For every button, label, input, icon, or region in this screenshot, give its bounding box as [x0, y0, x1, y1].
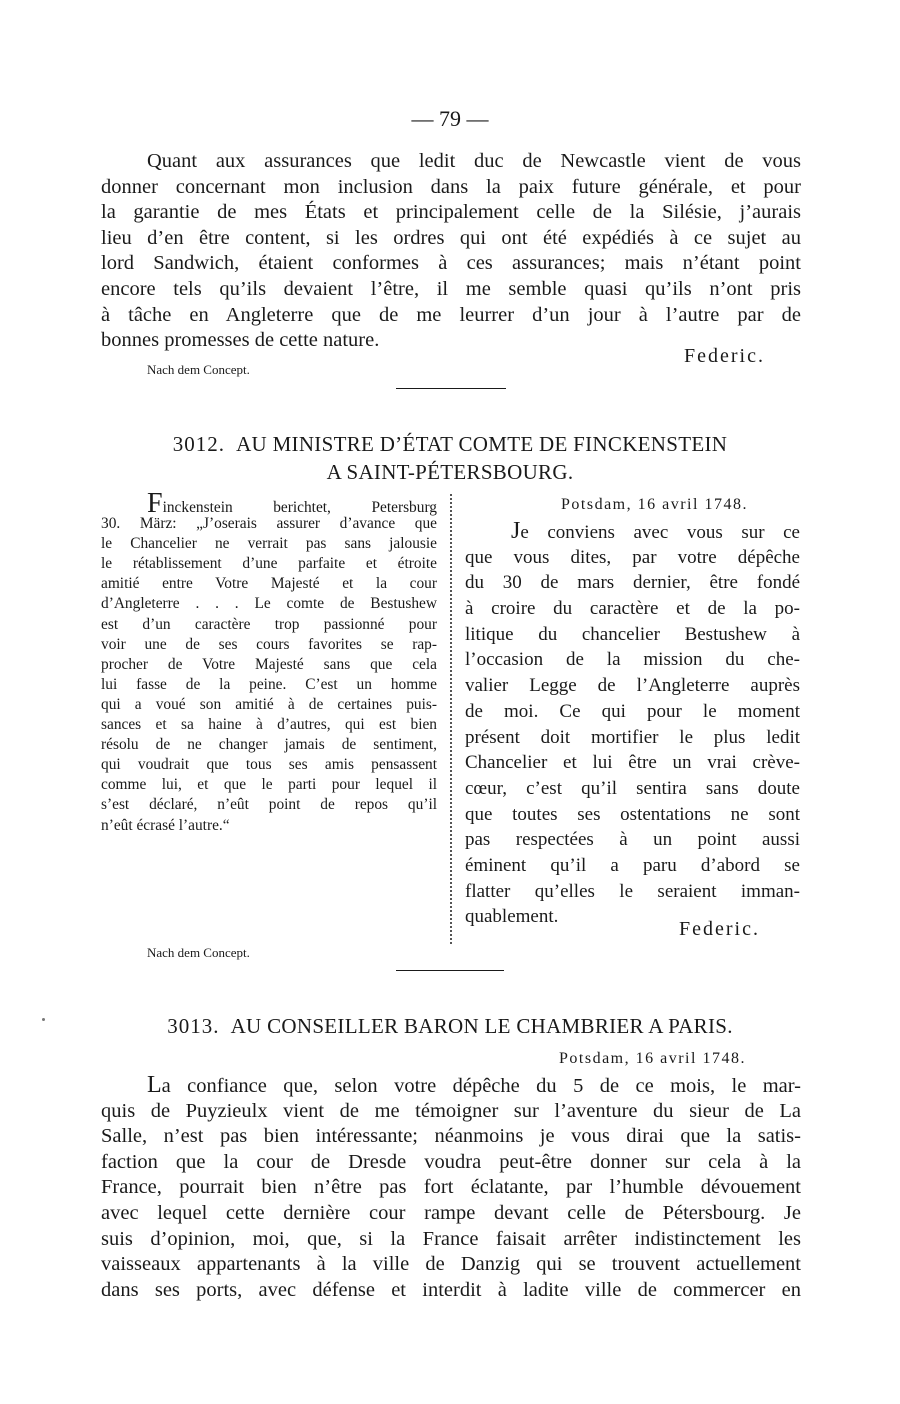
- text-line: lieu d’en être content, si les ordres qui ont été expédiés à ce sujet au: [101, 226, 801, 249]
- text-line-content: faction que la cour de Dresde voudra peut-être donner sur cela à la: [101, 1150, 801, 1173]
- text-line: [101, 1252, 801, 1278]
- summary-line: [101, 795, 437, 815]
- text-line-content: cœur, c’est qu’il sentira sans doute: [465, 777, 800, 799]
- summary-line-text: d’Angleterre . . . Le comte de Bestushew: [101, 595, 437, 613]
- summary-line-text: qui a voué son amitié à de certaines puis-: [101, 695, 437, 713]
- summary-line-text: 30. März: „J’oserais assurer d’avance que: [101, 515, 437, 533]
- text-line-content: suis d’opinion, moi, que, si la France faisait arrêter indistinctement les: [101, 1227, 801, 1250]
- letter-3012-signature: Federic.: [679, 918, 760, 940]
- text-line-content: valier Legge de l’Angleterre auprès: [465, 675, 800, 697]
- letter-3012-dateline: Potsdam, 16 avril 1748.: [561, 496, 748, 513]
- text-line: bonnes promesses de cette nature.: [101, 329, 380, 352]
- text-line: [465, 647, 800, 673]
- letter-3012-heading-line1: AU MINISTRE D’ÉTAT COMTE DE FINCKENSTEIN: [236, 432, 728, 456]
- text-line: [465, 699, 800, 725]
- text-line: [101, 1278, 801, 1304]
- summary-line-text: sances et sa haine à d’autres, qui est bien: [101, 716, 437, 734]
- summary-line: [101, 488, 437, 519]
- summary-line-text: n’eût écrasé l’autre.“: [101, 816, 230, 834]
- summary-line: [101, 775, 437, 795]
- summary-line-text: le rétablissement d’une parfaite et étroite: [101, 555, 437, 573]
- text-line-content: présent doit mortifier le plus ledit: [465, 726, 800, 748]
- text-line: [465, 879, 800, 905]
- summary-line-text: résolu de ne changer jamais de sentiment,: [101, 736, 437, 754]
- summary-line: [101, 715, 437, 735]
- text-line: [465, 725, 800, 751]
- text-line-content: l’occasion de la mission du che-: [465, 649, 800, 671]
- summary-line-text: comme lui, et que le parti pour lequel il: [101, 776, 437, 794]
- text-line: [465, 776, 800, 802]
- text-line: à tâche en Angleterre que de me leurrer d’un jour à l’autre par de: [101, 303, 801, 326]
- drop-capital: J: [511, 518, 521, 544]
- text-line: [465, 570, 800, 596]
- text-line-content: litique du chancelier Bestushew à: [465, 623, 800, 645]
- text-line: [101, 1124, 801, 1150]
- text-line-content: a confiance que, selon votre dépêche du 5 de ce mois, le mar-: [161, 1075, 801, 1097]
- letter-3013-heading: [0, 1012, 900, 1040]
- letter-3013-dateline: Potsdam, 16 avril 1748.: [559, 1050, 746, 1067]
- summary-line: [101, 675, 437, 695]
- text-line: [101, 1175, 801, 1201]
- drop-capital: L: [147, 1072, 162, 1098]
- text-line: Quant aux assurances que ledit duc de Newcastle vient de vous: [147, 150, 801, 172]
- text-line-content: avec lequel cette dernière cour rampe devant celle de Pétersbourg. Je: [101, 1201, 801, 1224]
- section-divider-rule: [396, 970, 504, 971]
- text-line-content: de moi. Ce qui pour le moment: [465, 700, 800, 722]
- text-line: encore tels qu’ils devaient l’être, il me semble quasi qu’ils n’ont pris: [101, 277, 801, 300]
- text-line-content: éminent qu’il a paru d’abord se: [465, 854, 800, 876]
- summary-line: [101, 655, 437, 675]
- summary-line-text: est d’un caractère trop passionné pour: [101, 615, 437, 633]
- text-line-content: que vous dites, par votre dépêche: [465, 546, 800, 568]
- letter-3013-heading-text: AU CONSEILLER BARON LE CHAMBRIER A PARIS.: [230, 1014, 733, 1038]
- text-line: [465, 750, 800, 776]
- text-line: lord Sandwich, étaient conformes à ces assurances; mais n’étant point: [101, 252, 801, 275]
- letter-3012-summary: [101, 488, 437, 836]
- text-line: [465, 519, 800, 545]
- letter-3012-number: 3012.: [172, 432, 225, 456]
- text-line: la garantie de mes États et principalement celle de la Silésie, j’aurais: [101, 201, 801, 224]
- text-line-content: dans ses ports, avec défense et interdit à ladite ville de commercer en: [101, 1278, 801, 1301]
- text-line-content: France, pourrait bien n’être pas fort éclatante, par l’humble dévouement: [101, 1176, 801, 1199]
- text-line: [465, 673, 800, 699]
- summary-line-text: amitié entre Votre Majesté et la cour: [101, 575, 437, 593]
- text-line-content: quis de Puyzieulx vient de me témoigner sur l’aventure du sieur de La: [101, 1099, 801, 1122]
- summary-line: [101, 755, 437, 775]
- section-divider-rule: [396, 388, 506, 389]
- summary-line: [101, 534, 437, 554]
- summary-line: [101, 816, 437, 836]
- summary-line: [101, 635, 437, 655]
- text-line: [101, 1099, 801, 1125]
- text-line-content: pas respectées à un point aussi: [465, 829, 800, 851]
- text-line: [465, 545, 800, 571]
- text-line: [101, 1073, 801, 1099]
- summary-line: [101, 514, 437, 534]
- letter-3012-heading: [0, 430, 900, 486]
- text-line-content: vaisseaux appartenants à la ville de Danzig qui se trouvent actuellement: [101, 1253, 801, 1276]
- text-line-content: flatter qu’elles le seraient imman-: [465, 880, 800, 902]
- top-letter-body: [101, 149, 801, 354]
- text-line: [101, 1201, 801, 1227]
- text-line-content: Salle, n’est pas bien intéressante; néanmoins je vous dirai que la satis-: [101, 1125, 801, 1148]
- top-letter-signature: Federic.: [684, 345, 765, 367]
- summary-line: [101, 735, 437, 755]
- top-letter-source-note: Nach dem Concept.: [147, 362, 250, 377]
- summary-line: [101, 554, 437, 574]
- text-line: [101, 1150, 801, 1176]
- text-line-content: quablement.: [465, 906, 559, 928]
- letter-3012-heading-line2: A SAINT-PÉTERSBOURG.: [326, 460, 574, 484]
- summary-line-text: lui fasse de la peine. C’est un homme: [101, 675, 437, 693]
- text-line-content: à croire du caractère et de la po-: [465, 598, 800, 620]
- text-line: [465, 827, 800, 853]
- text-line: [465, 596, 800, 622]
- text-line: [465, 622, 800, 648]
- summary-line-text: s’est déclaré, n’eût point de repos qu’il: [101, 796, 437, 814]
- summary-line-text: voir une de ses cours favorites se rap-: [101, 635, 437, 653]
- letter-3012-body: [465, 519, 800, 930]
- text-line-content: Chancelier et lui être un vrai crève-: [465, 752, 800, 774]
- text-line-content: que toutes ses ostentations ne sont: [465, 803, 800, 825]
- drop-capital: F: [147, 488, 163, 519]
- text-line: [101, 1227, 801, 1253]
- letter-3013-number: 3013.: [167, 1014, 220, 1038]
- summary-line-text: inckenstein berichtet, Petersburg: [162, 499, 437, 516]
- scan-speck: [42, 1018, 45, 1021]
- summary-line: [101, 695, 437, 715]
- text-line-content: du 30 de mars dernier, être fondé: [465, 572, 800, 594]
- text-line: [465, 853, 800, 879]
- page-number: — 79 —: [411, 106, 489, 131]
- summary-line-text: qui voudrait que tous ses amis pensassent: [101, 756, 437, 774]
- summary-line: [101, 574, 437, 594]
- summary-line-text: le Chancelier ne verrait pas sans jalousie: [101, 535, 437, 553]
- text-line: [465, 802, 800, 828]
- summary-line: [101, 594, 437, 614]
- summary-line: [101, 615, 437, 635]
- letter-3012-source-note: Nach dem Concept.: [147, 945, 250, 960]
- text-line: donner concernant mon inclusion dans la paix future générale, et pour: [101, 175, 801, 198]
- letter-3013-body: [101, 1073, 801, 1303]
- column-divider: [450, 494, 452, 944]
- summary-line-text: procher de Votre Majesté sans que cela: [101, 655, 437, 673]
- text-line-content: e conviens avec vous sur ce: [520, 522, 800, 543]
